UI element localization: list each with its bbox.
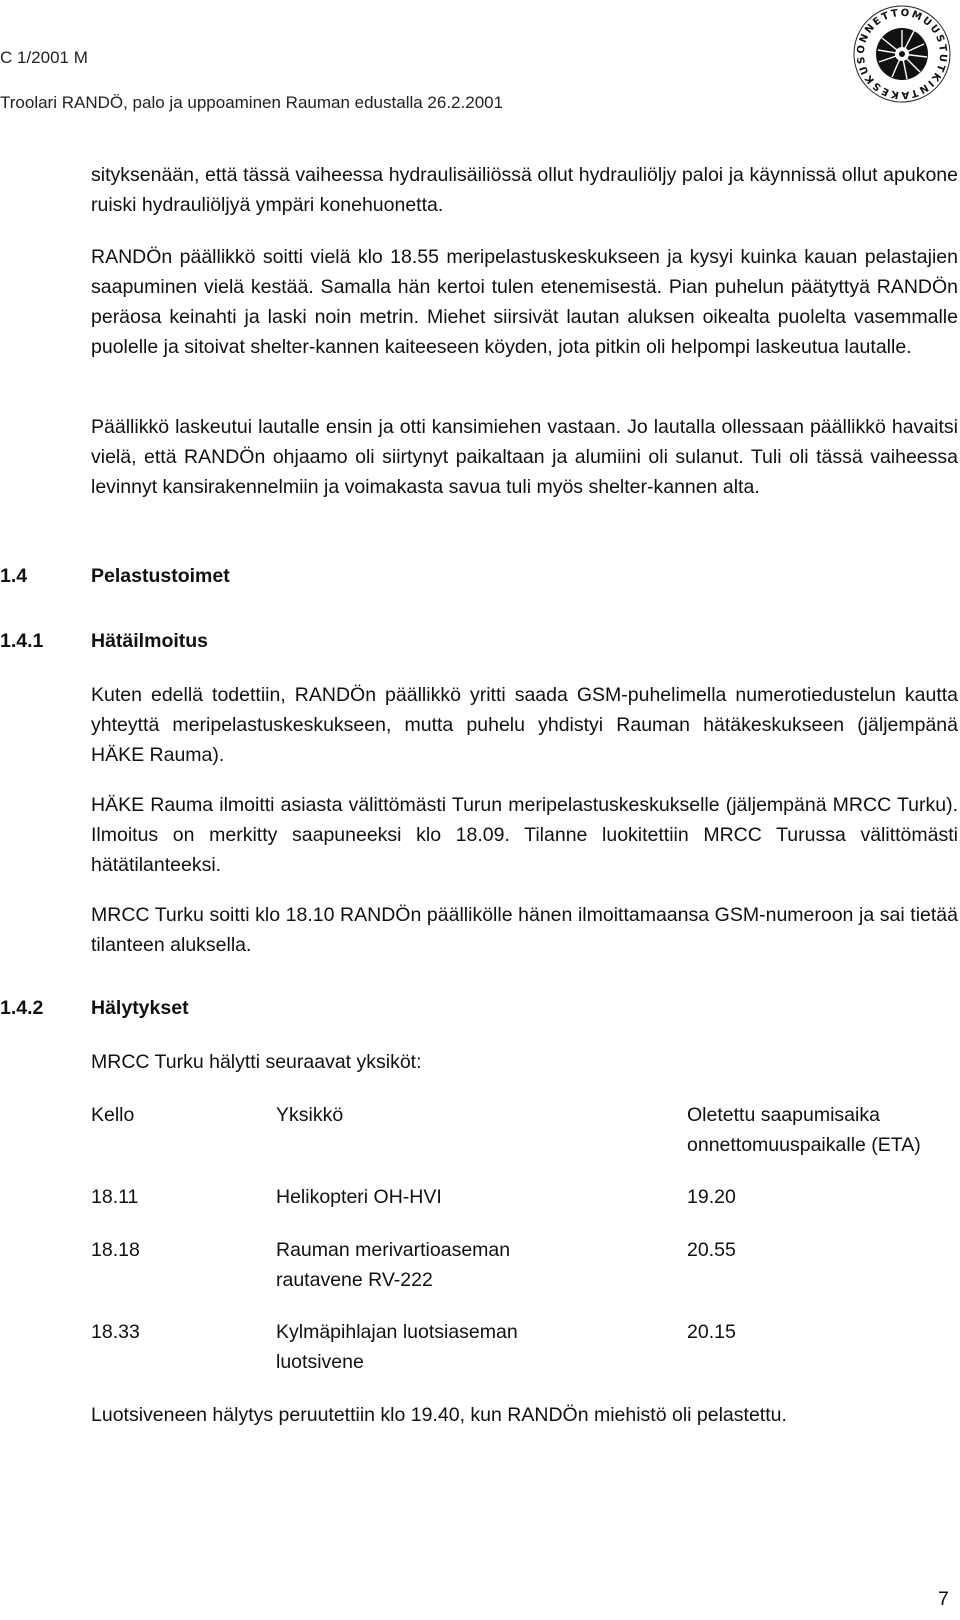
paragraph-evacuation: Päällikkö laskeutui lautalle ensin ja otti kansimiehen vastaan. Jo lautalla ollessaan päällikkö havaitsi vielä, että RANDÖn ohjaamo oli siirtynyt paikaltaan ja alumiini oli sulanut. Tuli oli tässä vaiheessa levinnyt kansirakennelmiin ja voimakasta savua tuli myös shelter-kannen alta. (91, 416, 958, 498)
paragraph-mrcc-callback: MRCC Turku soitti klo 18.10 RANDÖn päällikölle hänen ilmoittamaansa GSM-numeroon ja sai tietää tilanteen aluksella. (91, 904, 958, 956)
section-title: Pelastustoimet (91, 565, 230, 587)
paragraph-fire-spread: sityksenään, että tässä vaiheessa hydraulisäiliössä ollut hydrauliöljy paloi ja käynnissä ollut apukone ruiski hydrauliöljyä ympäri konehuonetta. (91, 164, 958, 216)
paragraph-gsm-call: Kuten edellä todettiin, RANDÖn päällikkö yritti saada GSM-puhelimella numerotiedustelun kautta yhteyttä meripelastuskeskukseen, mutta puhelu yhdistyi Rauman hätäkeskukseen (jäljempänä HÄKE Rauma). (91, 684, 958, 766)
section-heading-alerts (0, 997, 189, 1020)
table-cell-eta: 20.55 (687, 1239, 736, 1261)
paragraph-master-call: RANDÖn päällikkö soitti vielä klo 18.55 meripelastuskeskukseen ja kysyi kuinka kauan pelastajien saapuminen vielä kestää. Samalla hän kertoi tulen etenemisestä. Pian puhelun päätyttyä RANDÖn peräosa keinahti ja laski noin metrin. Miehet siirsivät lautan aluksen oikealta puolelta vasemmalle puolelle ja sitoivat shelter-kannen kaiteeseen köyden, jota pitkin oli helpompi laskeutua lautalle. (91, 246, 958, 358)
section-number: 1.4 (0, 565, 28, 587)
document-title: Troolari RANDÖ, palo ja uppoaminen Rauman edustalla 26.2.2001 (0, 93, 504, 112)
section-number: 1.4.2 (0, 997, 44, 1019)
section-heading-emergency-call (0, 630, 208, 653)
section-title: Hätäilmoitus (91, 630, 209, 652)
section-title: Hälytykset (91, 997, 189, 1019)
table-cell-time: 18.18 (91, 1239, 140, 1261)
paragraph-pilot-cancel: Luotsiveneen hälytys peruutettiin klo 19.40, kun RANDÖn miehistö oli pelastettu. (91, 1404, 787, 1426)
seal-text: ONNETTOMUUSTUTKINTAKESKUS (855, 7, 949, 101)
table-header-time: Kello (91, 1104, 135, 1126)
table-cell-unit: Kylmäpihlajan luotsiaseman luotsivene (276, 1321, 518, 1373)
table-cell-unit: Helikopteri OH-HVI (276, 1186, 442, 1208)
table-cell-time: 18.11 (91, 1186, 139, 1208)
table-header-eta: Oletettu saapumisaika onnettomuuspaikalle (ETA) (687, 1104, 921, 1156)
table-header-unit: Yksikkö (276, 1104, 344, 1126)
table-cell-time: 18.33 (91, 1321, 140, 1343)
document-id: C 1/2001 M (0, 48, 88, 67)
paragraph-mrcc-notice: HÄKE Rauma ilmoitti asiasta välittömästi Turun meripelastuskeskukselle (jäljempänä MRCC Turku). Ilmoitus on merkitty saapuneeksi klo 18.09. Tilanne luokitettiin MRCC Turussa välittömästi hätätilanteeksi. (91, 794, 958, 876)
section-number: 1.4.1 (0, 630, 44, 652)
investigation-centre-seal-icon (852, 4, 952, 104)
table-cell-unit: Rauman merivartioaseman rautavene RV-222 (276, 1239, 511, 1291)
page-number: 7 (938, 1588, 949, 1610)
table-cell-eta: 19.20 (687, 1186, 736, 1208)
table-cell-eta: 20.15 (687, 1321, 736, 1343)
section-heading-rescue (0, 565, 230, 588)
paragraph-units-intro: MRCC Turku hälytti seuraavat yksiköt: (91, 1051, 422, 1073)
